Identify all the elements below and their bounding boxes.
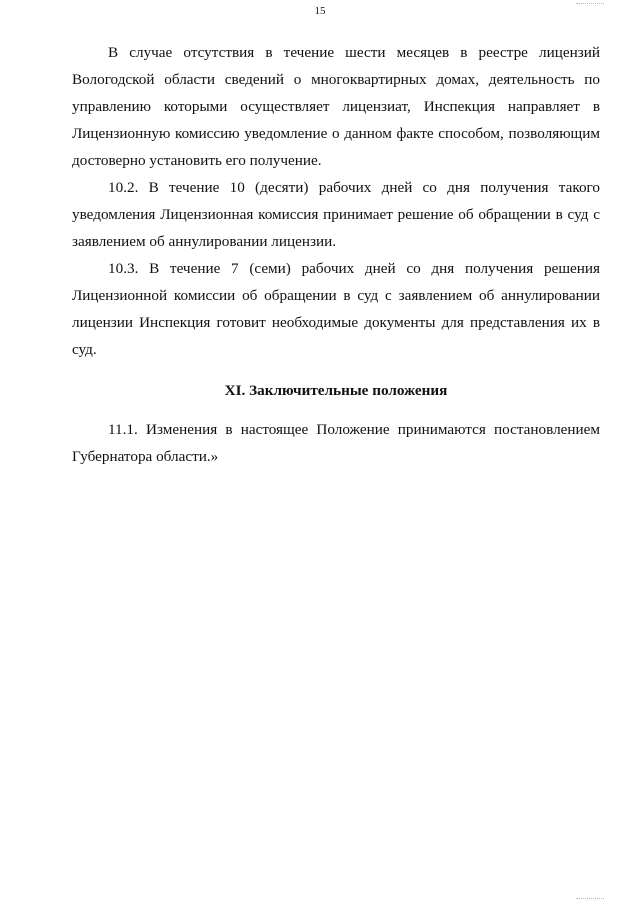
paragraph-11-1: 11.1. Изменения в настоящее Положение принимаются постановлением Губернатора области.»	[72, 421, 600, 465]
document-body	[72, 39, 600, 470]
section-heading-final-provisions: XI. Заключительные положения	[224, 382, 448, 399]
scan-corner-mark-bottom	[576, 898, 604, 900]
paragraph-annulment-notice: В случае отсутствия в течение шести месяцев в реестре лицензий Вологодской области сведений о многоквартирных домах, деятельность по управлению которыми осуществляет лицензиат, Инспекция направляет в Лицензионную комиссию уведомление о данном факте способом, позволяющим достоверно установить его получение.	[72, 44, 600, 169]
page-number: 15	[314, 5, 326, 17]
paragraph-10-2: 10.2. В течение 10 (десяти) рабочих дней со дня получения такого уведомления Лицензионная комиссия принимает решение об обращении в суд с заявлением об аннулировании лицензии.	[72, 179, 600, 250]
paragraph-10-3: 10.3. В течение 7 (семи) рабочих дней со дня получения решения Лицензионной комиссии об обращении в суд с заявлением об аннулировании лицензии Инспекция готовит необходимые документы для представления их в суд.	[72, 260, 600, 358]
